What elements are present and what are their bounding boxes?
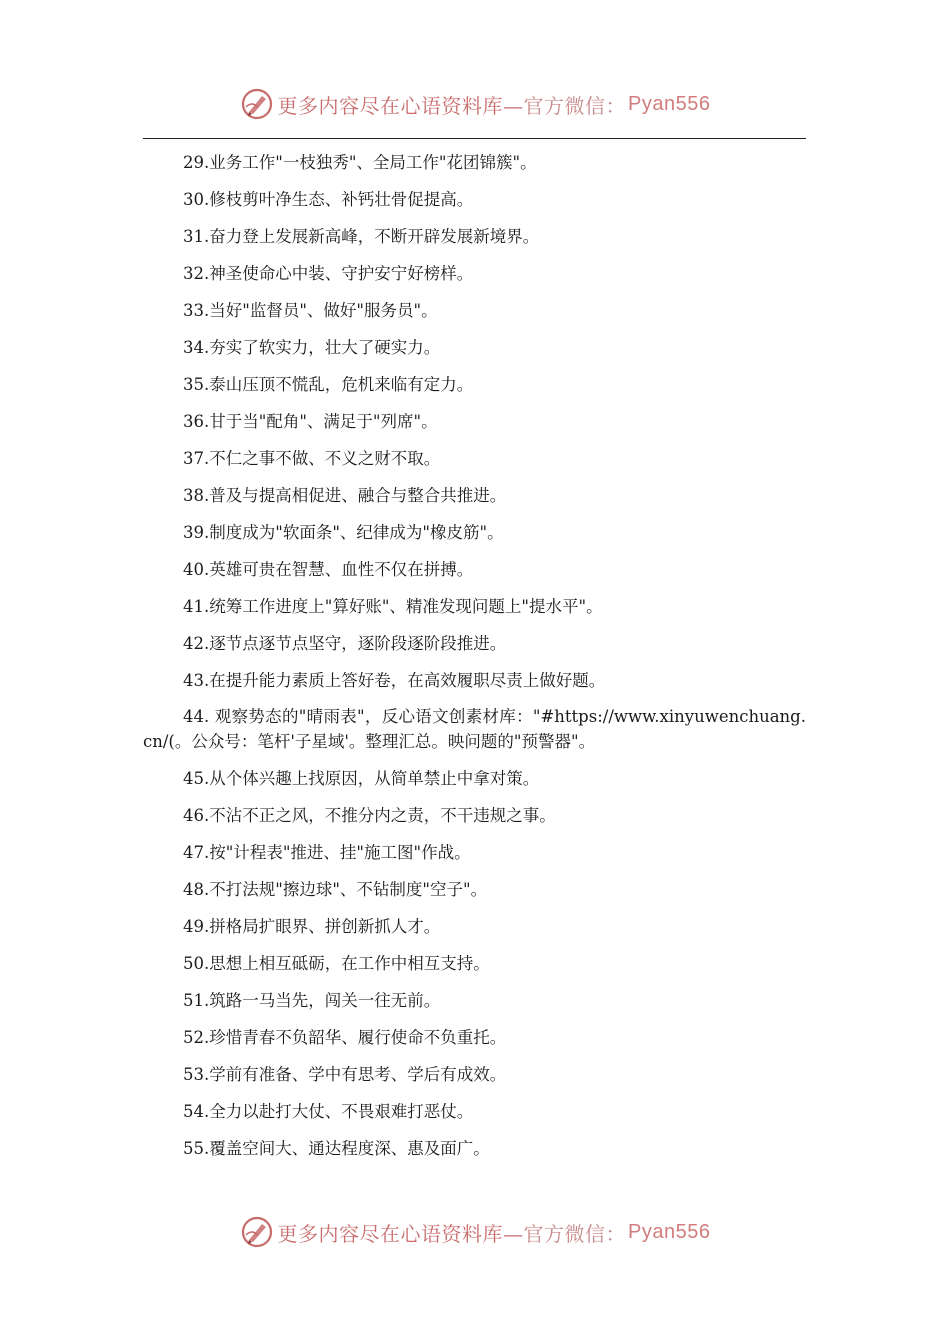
list-item: 32.神圣使命心中装、守护安宁好榜样。 xyxy=(183,264,474,283)
footer-wechat-label: 官方微信： xyxy=(523,1221,627,1246)
list-item: 37.不仁之事不做、不义之财不取。 xyxy=(183,449,441,468)
list-item: 39.制度成为"软面条"、纪律成为"橡皮筋"。 xyxy=(183,523,504,542)
list-item: 43.在提升能力素质上答好卷，在高效履职尽责上做好题。 xyxy=(183,671,606,690)
list-item: 51.筑路一马当先，闯关一往无前。 xyxy=(183,991,441,1010)
list-item: 35.泰山压顶不慌乱，危机来临有定力。 xyxy=(183,375,474,394)
header-wechat-id: Pyan556 xyxy=(628,92,711,115)
list-item: 48.不打法规"擦边球"、不钻制度"空子"。 xyxy=(183,880,488,899)
footer-banner xyxy=(0,1210,950,1254)
pen-logo-icon xyxy=(240,87,274,121)
document-body xyxy=(143,144,806,1167)
footer-wechat-id: Pyan556 xyxy=(628,1220,711,1243)
list-item: 36.甘于当"配角"、满足于"列席"。 xyxy=(183,412,438,431)
list-item: 49.拼格局扩眼界、拼创新抓人才。 xyxy=(183,917,441,936)
list-item: 34.夯实了软实力，壮大了硬实力。 xyxy=(183,338,441,357)
list-item: 41.统筹工作进度上"算好账"、精准发现问题上"提水平"。 xyxy=(183,597,603,616)
header-slogan: 更多内容尽在心语资料库— xyxy=(277,93,524,118)
list-item: 55.覆盖空间大、通达程度深、惠及面广。 xyxy=(183,1139,490,1158)
list-item: 38.普及与提高相促进、融合与整合共推进。 xyxy=(183,486,507,505)
header-divider xyxy=(143,138,806,139)
list-item: 40.英雄可贵在智慧、血性不仅在拼搏。 xyxy=(183,560,474,579)
list-item: 29.业务工作"一枝独秀"、全局工作"花团锦簇"。 xyxy=(183,153,537,172)
list-item: 30.修枝剪叶净生态、补钙壮骨促提高。 xyxy=(183,190,474,209)
header-wechat-label: 官方微信： xyxy=(523,93,627,118)
header-banner xyxy=(0,82,950,126)
footer-slogan: 更多内容尽在心语资料库— xyxy=(277,1221,524,1246)
list-item: 42.逐节点逐节点坚守，逐阶段逐阶段推进。 xyxy=(183,634,507,653)
list-item: 50.思想上相互砥砺，在工作中相互支持。 xyxy=(183,954,490,973)
list-item: 47.按"计程表"推进、挂"施工图"作战。 xyxy=(183,843,471,862)
list-item: 46.不沾不正之风，不推分内之责，不干违规之事。 xyxy=(183,806,556,825)
list-item: 45.从个体兴趣上找原因，从简单禁止中拿对策。 xyxy=(183,769,540,788)
list-item: 31.奋力登上发展新高峰，不断开辟发展新境界。 xyxy=(183,227,540,246)
pen-logo-icon xyxy=(240,1215,274,1249)
list-item: 54.全力以赴打大仗、不畏艰难打恶仗。 xyxy=(183,1102,474,1121)
list-item: 52.珍惜青春不负韶华、履行使命不负重托。 xyxy=(183,1028,507,1047)
list-item: 33.当好"监督员"、做好"服务员"。 xyxy=(183,301,438,320)
list-item: 53.学前有准备、学中有思考、学后有成效。 xyxy=(183,1065,507,1084)
list-item: 44. 观察势态的"晴雨表"，反心语文创素材库："#https://www.xinyuwenchuang.cn/(。公众号：笔杆'子星域'。整理汇总。映问题的"预警器"。 xyxy=(143,707,806,751)
